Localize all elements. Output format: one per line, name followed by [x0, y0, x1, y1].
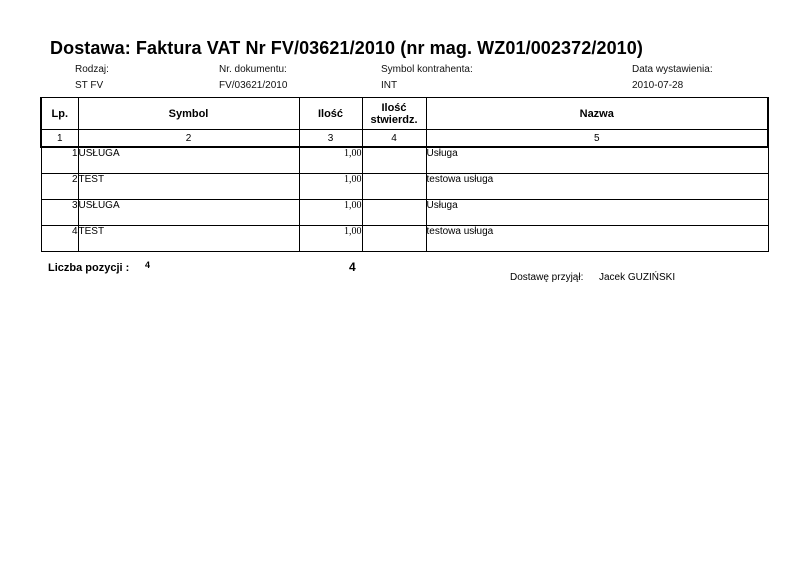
row-name: testowa usługa [426, 226, 768, 252]
column-number: 5 [426, 130, 768, 148]
field-value-type: ST FV [75, 80, 104, 91]
column-number: 1 [41, 130, 78, 148]
received-by-name: Jacek GUZIŃSKI [599, 272, 676, 283]
item-count-value: 4 [145, 260, 151, 270]
row-confirmed-qty [362, 174, 426, 200]
field-label-type: Rodzaj: [75, 64, 109, 75]
table-row [41, 226, 768, 252]
field-value-issue-date: 2010-07-28 [632, 80, 684, 91]
column-number: 3 [299, 130, 362, 148]
received-by-label: Dostawę przyjął: [510, 272, 584, 283]
field-value-doc-number: FV/03621/2010 [219, 80, 288, 91]
column-number-row [41, 130, 768, 148]
header-lp: Lp. [41, 98, 78, 130]
document-title: Dostawa: Faktura VAT Nr FV/03621/2010 (nr mag. WZ01/002372/2010) [50, 38, 643, 58]
column-number: 4 [362, 130, 426, 148]
row-symbol: TEST [78, 174, 299, 200]
row-symbol: USŁUGA [78, 200, 299, 226]
table-row [41, 174, 768, 200]
row-qty: 1,00 [299, 226, 362, 252]
row-confirmed-qty [362, 200, 426, 226]
row-lp: 4 [41, 226, 78, 252]
header-symbol: Symbol [78, 98, 299, 130]
field-label-contractor: Symbol kontrahenta: [381, 64, 473, 75]
row-confirmed-qty [362, 226, 426, 252]
table-row [41, 200, 768, 226]
field-label-issue-date: Data wystawienia: [632, 64, 713, 75]
table-row [41, 147, 768, 174]
header-name: Nazwa [426, 98, 768, 130]
row-name: testowa usługa [426, 174, 768, 200]
header-confirmed-qty: Ilość stwierdz. [362, 98, 426, 130]
column-number: 2 [78, 130, 299, 148]
items-table [40, 97, 769, 252]
row-confirmed-qty [362, 147, 426, 174]
row-lp: 2 [41, 174, 78, 200]
header-qty: Ilość [299, 98, 362, 130]
table-header-row [41, 98, 768, 130]
row-symbol: USŁUGA [78, 147, 299, 174]
row-symbol: TEST [78, 226, 299, 252]
row-qty: 1,00 [299, 200, 362, 226]
field-value-contractor: INT [381, 80, 398, 91]
row-name: Usługa [426, 200, 768, 226]
field-label-doc-number: Nr. dokumentu: [219, 64, 287, 75]
row-qty: 1,00 [299, 147, 362, 174]
row-name: Usługa [426, 147, 768, 174]
row-lp: 1 [41, 147, 78, 174]
row-qty: 1,00 [299, 174, 362, 200]
row-lp: 3 [41, 200, 78, 226]
total-quantity: 4 [349, 260, 356, 274]
item-count-label: Liczba pozycji : [48, 262, 130, 274]
